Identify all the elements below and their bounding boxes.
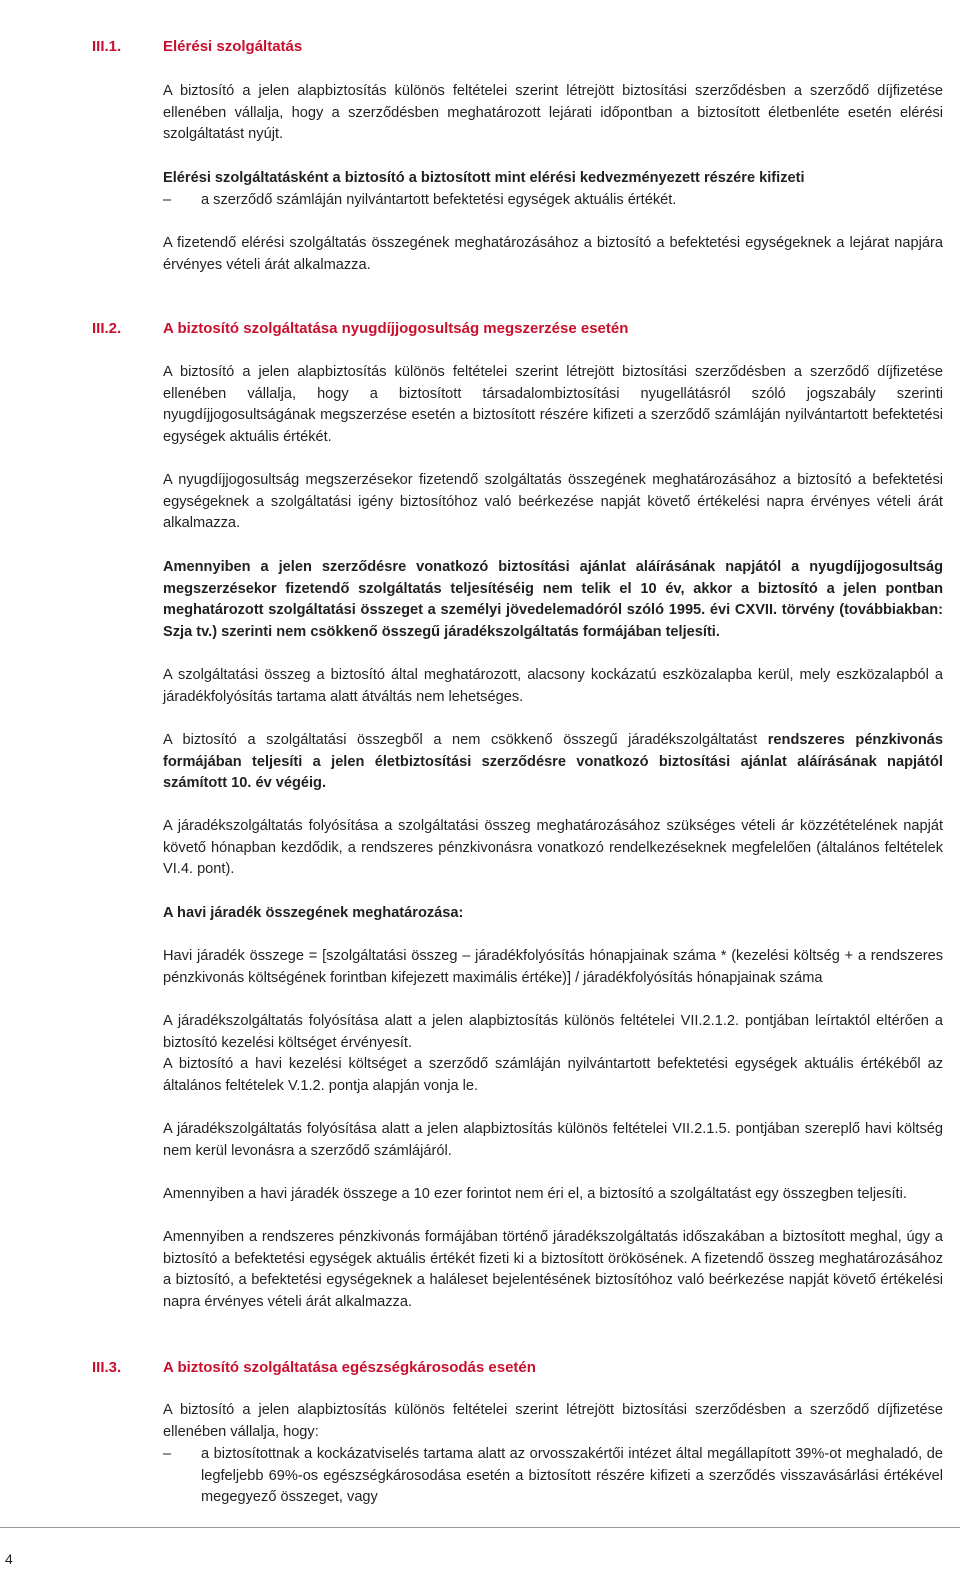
paragraph: A járadékszolgáltatás folyósítása alatt a jelen alapbiztosítás különös feltételei VII.2.1.2. pontjában leírtaktól eltérően a biztosító kezelési költséget érvényesít. [163, 1013, 943, 1051]
paragraph: A biztosító a jelen alapbiztosítás különös feltételei szerint létrejött biztosítási szerződésben a szerződő díjfizetése ellenében vállalja, hogy: [163, 1402, 943, 1440]
paragraph-text: A biztosító a szolgáltatási összegből a nem csökkenő összegű járadékszolgáltatást [163, 732, 768, 748]
paragraph: A biztosító a jelen alapbiztosítás különös feltételei szerint létrejött biztosítási szerződésben a szerződő díjfizetése ellenében vállalja, hogy a szerződésben meghatározott lejárati időpontban a biztosított életbenléte esetén elérési szolgáltatást nyújt. [163, 83, 943, 143]
footer-divider [0, 1527, 960, 1528]
section-title: A biztosító szolgáltatása egészségkárosodás esetén [163, 1359, 536, 1376]
section-title: Elérési szolgáltatás [163, 38, 303, 55]
paragraph: Amennyiben a rendszeres pénzkivonás formájában történő járadékszolgáltatás időszakában a biztosított meghal, úgy a biztosító a befektetési egységek aktuális értékét fizeti ki a biztosított örökösének. A fizetendő összeg meghatározásához a biztosító, a befektetési egységeknek a haláleset bejelentésének biztosítóhoz való beérkezése napját követő értékelési napra érvényes vételi árát alkalmazza. [163, 1229, 943, 1310]
section-number: III.2. [92, 320, 122, 337]
paragraph-mixed [163, 730, 943, 795]
paragraph: A járadékszolgáltatás folyósítása alatt a jelen alapbiztosítás különös feltételei VII.2.1.5. pontjában szereplő havi költség nem kerül levonásra a szerződő számlájáról. [163, 1121, 943, 1159]
subheading: A havi járadék összegének meghatározása: [163, 905, 464, 921]
paragraph: A fizetendő elérési szolgáltatás összegének meghatározásához a biztosító a befektetési egységeknek a lejárat napjára érvényes vételi árát alkalmazza. [163, 235, 943, 273]
paragraph: Amennyiben a havi járadék összege a 10 ezer forintot nem éri el, a biztosító a szolgáltatást egy összegben teljesíti. [163, 1186, 907, 1202]
paragraph: A biztosító a jelen alapbiztosítás különös feltételei szerint létrejött biztosítási szerződésben a szerződő díjfizetése ellenében vállalja, hogy a biztosított társadalombiztosítási nyugellátásról szóló jogszabály szerinti nyugdíjjogosultságának megszerzése esetén a biztosított részére kifizeti a szerződő számláján nyilvántartott befektetési egységek aktuális értékét. [163, 364, 943, 445]
dash-list-item [163, 190, 943, 212]
paragraph: A szolgáltatási összeg a biztosító által meghatározott, alacsony kockázatú eszközalapba kerül, mely eszközalapból a járadékfolyósítás tartama alatt átváltás nem lehetséges. [163, 667, 943, 705]
paragraph-bold-text: rendszeres pénzkivonás formájában teljesíti a jelen életbiztosítási szerződésre vonatkozó biztosítási ajánlat aláírásának napjától számított 10. év végéig. [163, 732, 943, 792]
list-item-text: a szerződő számláján nyilvántartott befektetési egységek aktuális értékét. [201, 192, 677, 208]
paragraph-bold: Elérési szolgáltatásként a biztosító a biztosított mint elérési kedvezményezett részére kifizeti [163, 170, 805, 186]
formula-paragraph: Havi járadék összege = [szolgáltatási összeg – járadékfolyósítás hónapjainak száma * (kezelési költség + a rendszeres pénzkivonás költségének forintban kifejezett maximális értéke)] / járadékfolyósítás hónapjainak száma [163, 948, 943, 986]
dash-list-item [163, 1444, 943, 1509]
paragraph: A biztosító a havi kezelési költséget a szerződő számláján nyilvántartott befektetési egységek aktuális értékéből az általános feltételek V.1.2. pontja alapján vonja le. [163, 1056, 943, 1094]
paragraph-bold: Amennyiben a jelen szerződésre vonatkozó biztosítási ajánlat aláírásának napjától a nyugdíjjogosultság megszerzésekor fizetendő szolgáltatás teljesítéséig nem telik el 10 év, akkor a biztosító a jelen pontban meghatározott szolgáltatási összeget a személyi jövedelemadóról szóló 1995. évi CXVII. törvény (továbbiakban: Szja tv.) szerinti nem csökkenő összegű járadékszolgáltatás formájában teljesíti. [163, 559, 943, 640]
dash-bullet: – [163, 1446, 172, 1462]
section-number: III.1. [92, 38, 122, 55]
paragraph: A járadékszolgáltatás folyósítása a szolgáltatási összeg meghatározásához szükséges vételi ár közzétételének napját követő hónapban kezdődik, a rendszeres pénzkivonásra vonatkozó rendelkezéseknek megfelelően (általános feltételek VI.4. pont). [163, 818, 943, 878]
dash-bullet: – [163, 192, 172, 208]
section-number: III.3. [92, 1359, 122, 1376]
section-title: A biztosító szolgáltatása nyugdíjjogosultság megszerzése esetén [163, 320, 629, 337]
paragraph: A nyugdíjjogosultság megszerzésekor fizetendő szolgáltatás összegének meghatározásához a biztosító a befektetési egységeknek a szolgáltatási igény biztosítóhoz való beérkezése napját követő értékelési napra érvényes vételi árát alkalmazza. [163, 472, 943, 532]
list-item-text: a biztosítottnak a kockázatviselés tartama alatt az orvosszakértői intézet által megállapított 39%-ot meghaladó, de legfeljebb 69%-os egészségkárosodása esetén a biztosított részére kifizeti a szerződés visszavásárlási értékével megegyező összeget, vagy [201, 1446, 943, 1506]
page-number: 4 [5, 1551, 13, 1567]
